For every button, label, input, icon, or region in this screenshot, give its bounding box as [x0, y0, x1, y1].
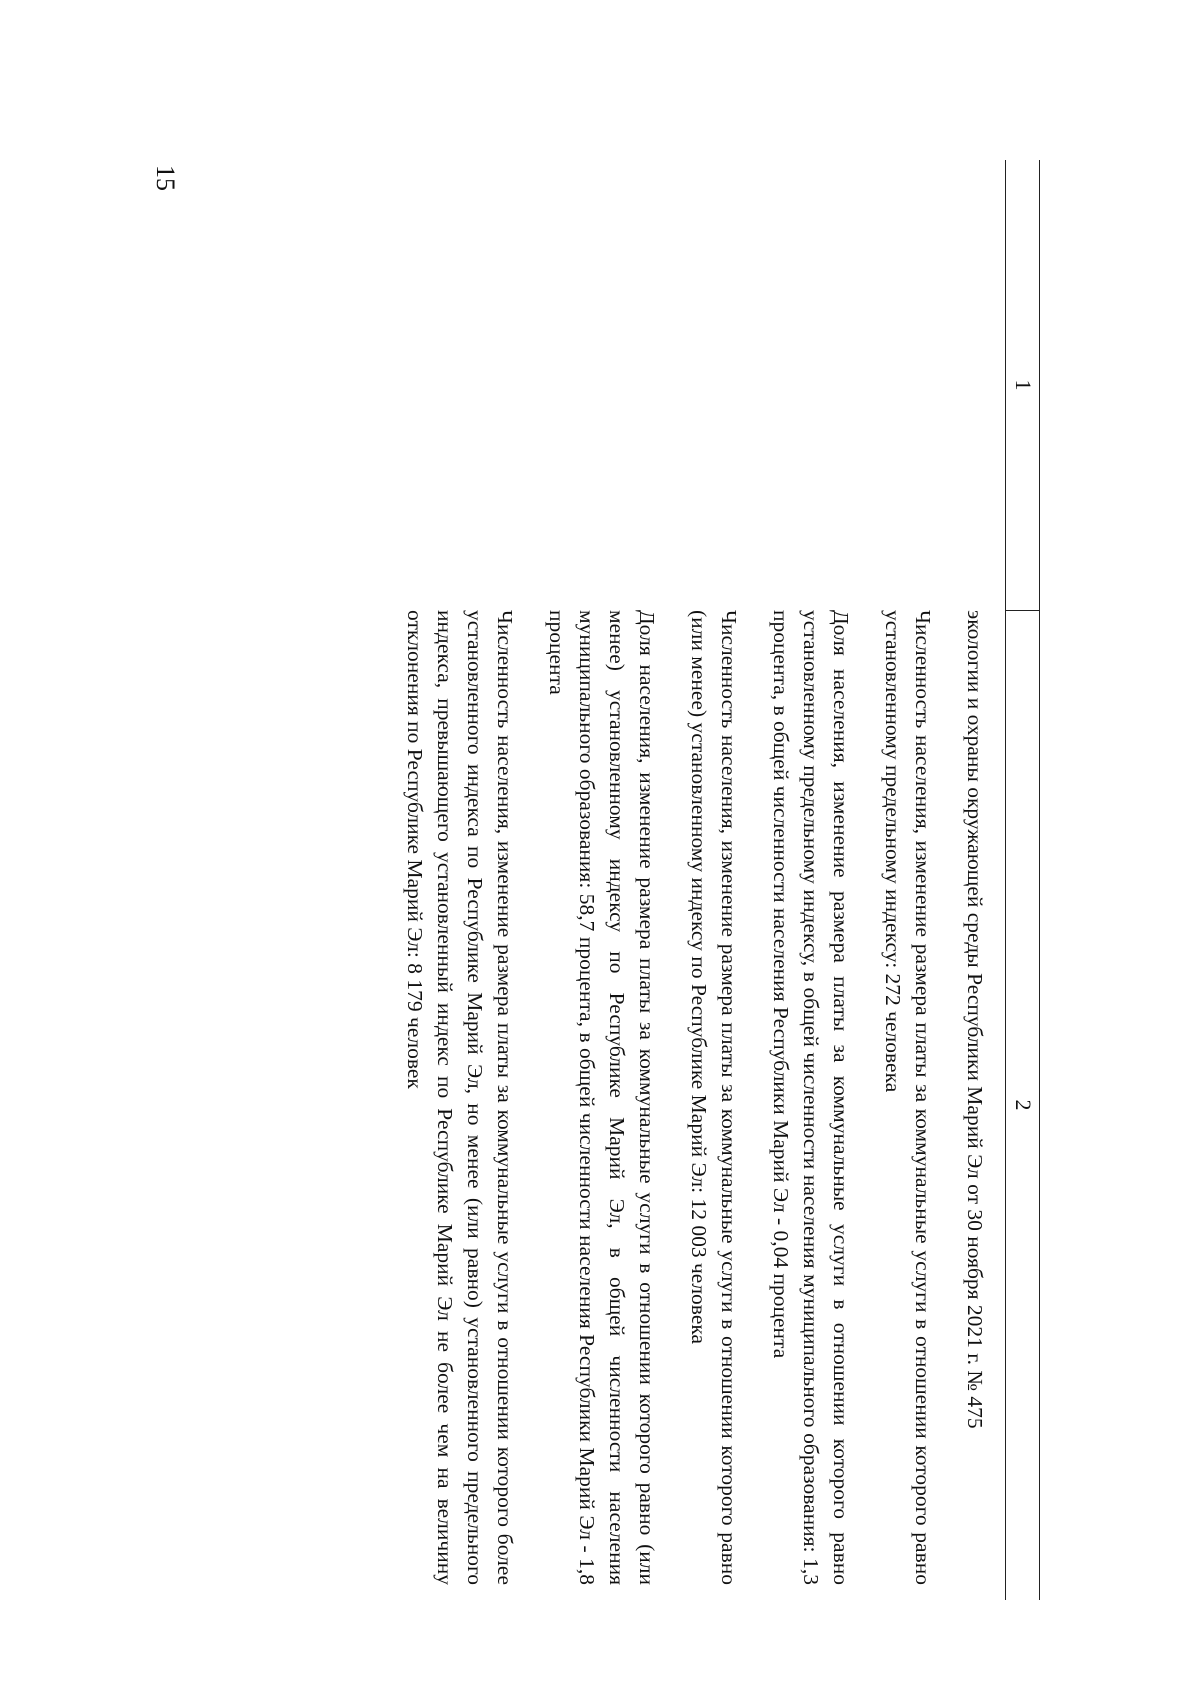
table	[210, 160, 1040, 1600]
table-row: Численность населения, изменение размера платы за коммунальные услуги в отношении которого более установленного индекса по Республике Марий Эл, но менее (или равно) установленного предельного индекса, превышающего установленный индекс по Республике Марий Эл не более чем на величину отклонения по Республике Марий Эл: 8 179 человек	[403, 610, 517, 1585]
table-header-separator	[1005, 160, 1006, 1600]
table-top-border	[1039, 160, 1040, 1600]
column-header-2: 2	[1011, 1099, 1036, 1111]
table-row: Доля населения, изменение размера платы за коммунальные услуги в отношении которого равно установленному предельному индексу, в общей численности населения муниципального образования: 1,3 процента, в общей численности населения Республики Марий Эл - 0,04 процента	[769, 610, 853, 1585]
table-column-2-content	[378, 610, 990, 1585]
rotated-landscape-content	[210, 160, 1040, 1600]
column-header-1: 1	[1011, 379, 1036, 391]
table-row: Численность населения, изменение размера платы за коммунальные услуги в отношении которого равно установленному предельному индексу: 272 человека	[881, 610, 935, 1585]
table-row: Численность населения, изменение размера платы за коммунальные услуги в отношении которого равно (или менее) установленному индексу по Республике Марий Эл: 12 003 человека	[687, 610, 741, 1585]
table-row: экологии и охраны окружающей среды Республики Марий Эл от 30 ноября 2021 г. № 475	[963, 610, 987, 1429]
page-number: 15	[151, 165, 180, 191]
table-row: Доля населения, изменение размера платы за коммунальные услуги в отношении которого равно (или менее) установленному индексу по Республике Марий Эл, в общей численности населения муниципального образования: 58,7 процента, в общей численности населения Республики Марий Эл - 1,8 процента	[545, 610, 659, 1585]
